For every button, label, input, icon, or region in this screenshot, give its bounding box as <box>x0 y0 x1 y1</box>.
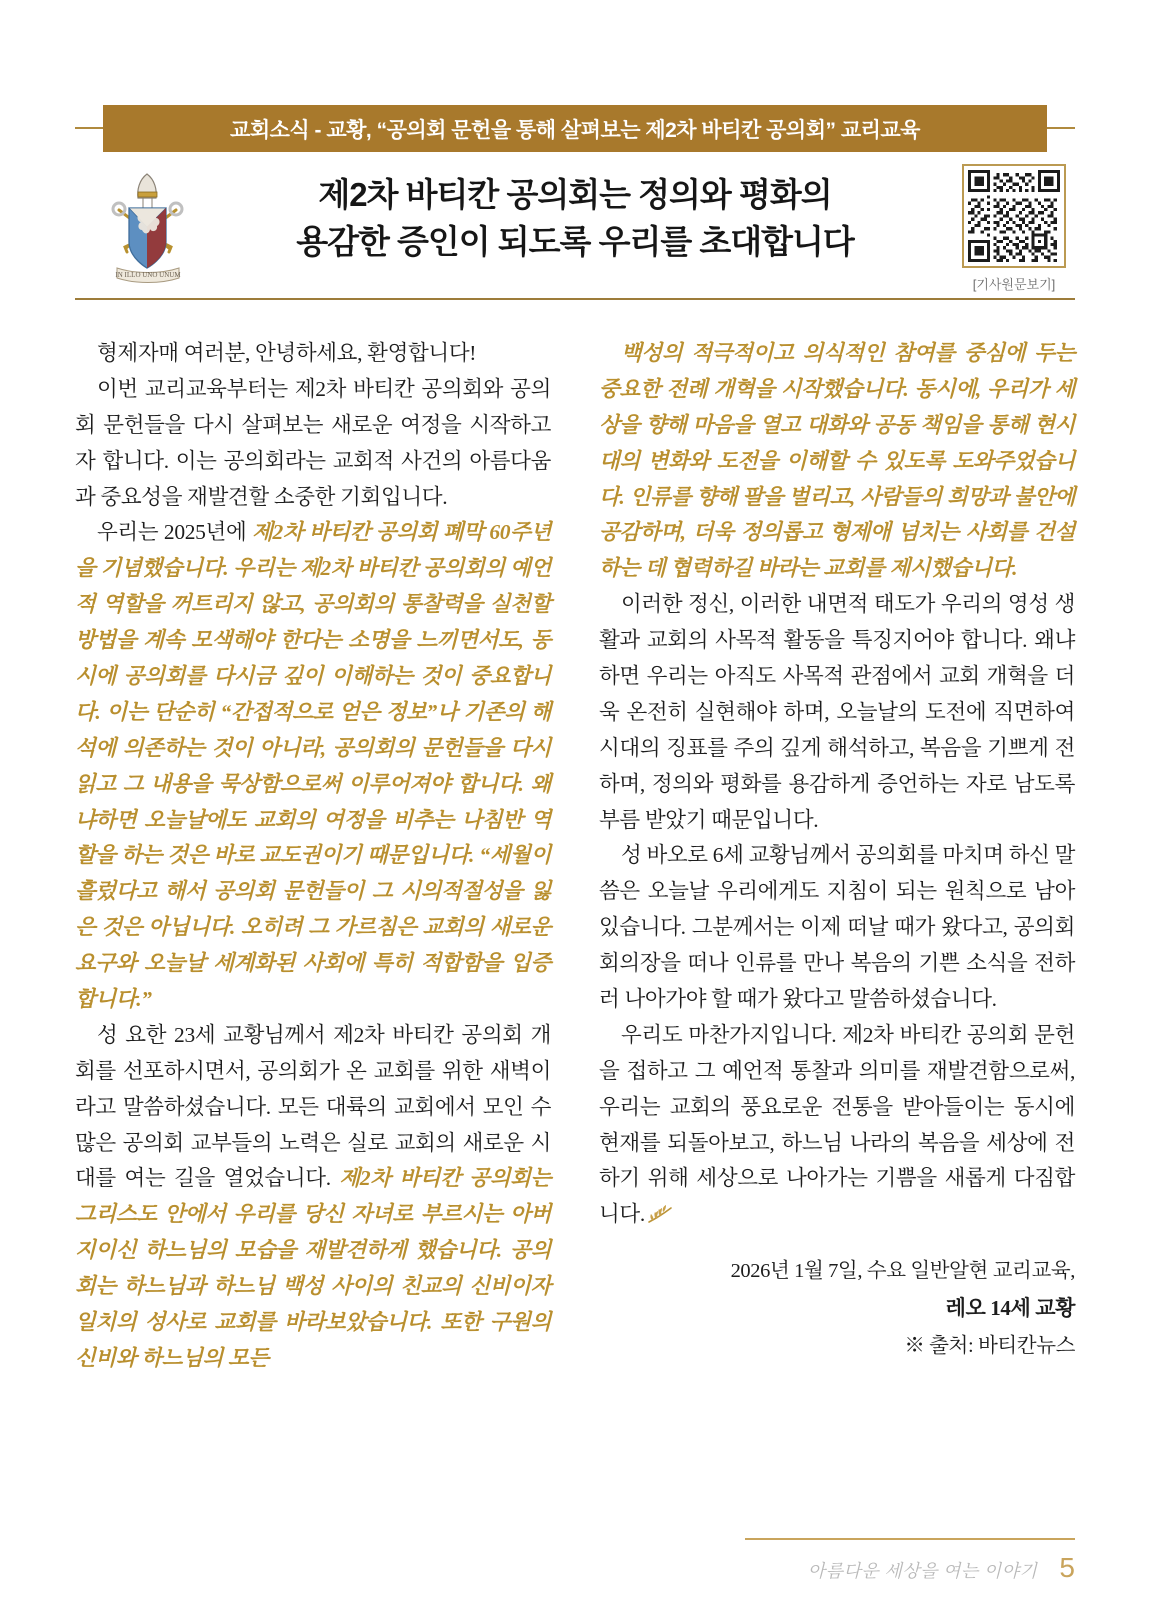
banner-bar <box>103 105 1047 152</box>
paragraph <box>599 587 1075 838</box>
signature-author: 레오 14세 교황 <box>945 1296 1075 1321</box>
qr-code-caption[interactable]: [기사원문보기] <box>972 277 1056 292</box>
article-body <box>75 336 1075 1496</box>
paragraph <box>75 336 551 372</box>
highlighted-text: 제2차 바티칸 공의회는 그리스도 안에서 우리를 당신 자녀로 부르시는 아버지이신 하느님의 모습을 재발견하게 했습니다. 공의회는 하느님과 하느님 백성 사이의 친교의 신비이자 일치의 성사로 교회를 바라보았습니다. 또한 구원의 신비와 하느님의 모든 <box>75 1166 551 1370</box>
footer-brand: 아름다운 세상을 여는 이야기 <box>807 1561 1038 1581</box>
paragraph <box>75 515 551 1017</box>
qr-code-frame[interactable] <box>962 164 1066 268</box>
papal-coat-of-arms-icon <box>95 170 200 288</box>
headline-line-1: 제2차 바티칸 공의회는 정의와 평화의 <box>318 176 832 213</box>
right-column <box>599 336 1075 1496</box>
paragraph <box>75 372 551 516</box>
content-divider <box>75 298 1075 300</box>
svg-text:IN ILLO UNO UNUM: IN ILLO UNO UNUM <box>115 271 181 279</box>
paragraph <box>75 1018 551 1377</box>
highlighted-text: 제2차 바티칸 공의회 폐막 60주년을 기념했습니다. 우리는 제2차 바티칸 공의회의 예언적 역할을 꺼트리지 않고, 공의회의 통찰력을 실천할 방법을 계속 모색해야 한다는 소명을 느끼면서도, 동시에 공의회를 다시금 깊이 이해하는 것이 중요합니다. 이는 단순히 “간접적으로 얻은 정보”나 기존의 해석에 의존하는 것이 아니라, 공의회의 문헌들을 다시 읽고 그 내용을 묵상함으로써 이루어져야 합니다. 왜냐하면 오늘날에도 교회의 여정을 비추는 나침반 역할을 하는 것은 바로 교도권이기 때문입니다. “세월이 흘렀다고 해서 공의회 문헌들이 그 시의적절성을 잃은 것은 아닙니다. 오히려 그 가르침은 교회의 새로운 요구와 오늘날 세계화된 사회에 특히 적합함을 입증합니다.” <box>75 520 551 1012</box>
qr-code-block[interactable] <box>955 164 1073 293</box>
footer-rule <box>745 1538 1075 1540</box>
body-text: 성 요한 23세 교황님께서 제2차 바티칸 공의회 개회를 선포하시면서, 공의회가 온 교회를 위한 새벽이라고 말씀하셨습니다. 모든 대륙의 교회에서 모인 수많은 공의회 교부들의 노력은 실로 교회의 새로운 시대를 여는 길을 열었습니다. <box>75 1022 551 1191</box>
left-column <box>75 336 551 1496</box>
body-text: 성 바오로 6세 교황님께서 공의회를 마치며 하신 말씀은 오늘날 우리에게도 지침이 되는 원칙으로 남아 있습니다. 그분께서는 이제 떠날 때가 왔다고, 공의회 회의장을 떠나 인류를 만나 복음의 기쁜 소식을 전하러 나아가야 할 때가 왔다고 말씀하셨습니다. <box>599 843 1075 1012</box>
banner-title: 교회소식 - 교황, “공의회 문헌을 통해 살펴보는 제2차 바티칸 공의회” 교리교육 <box>230 118 920 142</box>
body-text: 형제자매 여러분, 안녕하세요, 환영합니다! <box>97 341 477 365</box>
masthead <box>75 160 1075 292</box>
qr-code-icon[interactable] <box>968 170 1060 262</box>
paragraph <box>599 838 1075 1017</box>
headline-line-2: 용감한 증인이 되도록 우리를 초대합니다 <box>296 222 854 260</box>
body-text: 우리도 마찬가지입니다. 제2차 바티칸 공의회 문헌을 접하고 그 예언적 통찰과 의미를 재발견함으로써, 우리는 교회의 풍요로운 전통을 받아들이는 동시에 현재를 되돌아보고, 하느님 나라의 복음을 세상에 전하기 위해 세상으로 나아가는 기쁨을 새롭게 다짐합니다. <box>599 1022 1075 1227</box>
wheat-branch-icon <box>647 1205 673 1225</box>
signature-block <box>599 1253 1075 1365</box>
signature-date: 2026년 1월 7일, 수요 일반알현 교리교육, <box>730 1260 1075 1283</box>
page-footer <box>745 1538 1075 1584</box>
body-text: 우리는 2025년에 <box>97 520 253 545</box>
page-number: 5 <box>1059 1552 1075 1583</box>
highlighted-text: 백성의 적극적이고 의식적인 참여를 중심에 두는 중요한 전례 개혁을 시작했습니다. 동시에, 우리가 세상을 향해 마음을 열고 대화와 공동 책임을 통해 현시대의 변화와 도전을 이해할 수 있도록 도와주었습니다. 인류를 향해 팔을 벌리고, 사람들의 희망과 불안에 공감하며, 더욱 정의롭고 형제애 넘치는 사회를 건설하는 데 협력하길 바라는 교회를 제시했습니다. <box>599 341 1075 581</box>
signature-source: ※ 출처: 바티칸뉴스 <box>904 1334 1075 1357</box>
header-banner <box>75 105 1075 152</box>
page-title <box>225 172 925 266</box>
paragraph <box>599 1018 1075 1233</box>
body-text: 이러한 정신, 이러한 내면적 태도가 우리의 영성 생활과 교회의 사목적 활동을 특징지어야 합니다. 왜냐하면 우리는 아직도 사목적 관점에서 교회 개혁을 더욱 온전히 실현해야 하며, 오늘날의 도전에 직면하여 시대의 징표를 주의 깊게 해석하고, 복음을 기쁘게 전하며, 정의와 평화를 용감하게 증언하는 자로 남도록 부름 받았기 때문입니다. <box>599 592 1075 832</box>
paragraph <box>599 336 1075 587</box>
body-text: 이번 교리교육부터는 제2차 바티칸 공의회와 공의회 문헌들을 다시 살펴보는 새로운 여정을 시작하고자 합니다. 이는 공의회라는 교회적 사건의 아름다움과 중요성을 재발견할 소중한 기회입니다. <box>75 376 551 509</box>
